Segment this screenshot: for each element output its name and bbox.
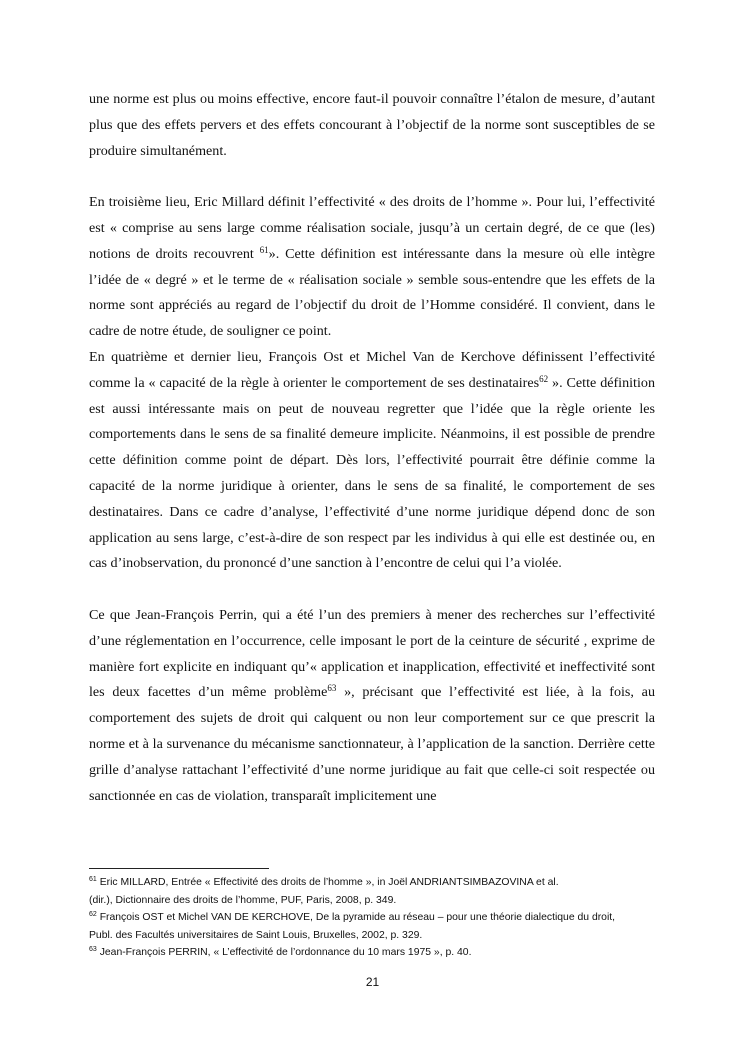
- footnote-number: 61: [89, 876, 97, 883]
- footnote-ref-61[interactable]: 61: [259, 244, 269, 255]
- paragraph-3: [89, 345, 655, 577]
- body-text: [89, 87, 655, 809]
- paragraph-4: [89, 603, 655, 809]
- paragraph-1: [89, 87, 655, 164]
- paragraph-1-text: une norme est plus ou moins effective, encore faut-il pouvoir connaître l’étalon de mesure, d’autant plus que des effets pervers et des effets concourant à l’objectif de la norme sont susceptibles de se produire simultanément.: [89, 91, 655, 159]
- footnote-61: [89, 874, 655, 892]
- paragraph-3-text-end: ». Cette définition est aussi intéressante mais on peut de nouveau regretter que l’idée que la règle oriente les comportements dans le sens de sa finalité demeure implicite. Néanmoins, il est possible de prendre cette définition comme point de départ. Dès lors, l’effectivité pourrait être définie comme la capacité de la norme juridique à orienter, dans le sens de sa finalité, le comportement de ses destinataires. Dans ce cadre d’analyse, l’effectivité d’une norme juridique dépend donc de son application au sens large, c’est-à-dire de son respect par les individus à qui elle est destinée ou, en cas d’inobservation, du prononcé d’une sanction à l’encontre de celui qui l’a violée.: [89, 374, 655, 572]
- footnote-text: Jean-François PERRIN, « L’effectivité de l’ordonnance du 10 mars 1975 », p. 40.: [99, 947, 472, 959]
- footnote-62-continued: [89, 927, 655, 945]
- paragraph-2-text-end: ». Cette définition est intéressante dans la mesure où elle intègre l’idée de « degré » et le terme de « réalisation sociale » semble sous-entendre que les effets de la norme sont appréciés au regard de l’objectif du droit de l’Homme considéré. Il convient, dans le cadre de notre étude, de souligner ce point.: [89, 245, 655, 340]
- footnote-text: François OST et Michel VAN DE KERCHOVE, De la pyramide au réseau – pour une théorie dialectique du droit,: [99, 912, 616, 924]
- footnote-63: [89, 944, 655, 962]
- footnote-62: [89, 909, 655, 927]
- footnote-number: 63: [89, 946, 97, 954]
- paragraph-4-text-start: Ce que Jean-François Perrin, qui a été l’un des premiers à mener des recherches sur l’effectivité d’une réglementation en l’occurrence, celle imposant le port de la ceinture de sécurité , exprime de manière fort explicite en indiquant qu’« application et inapplication, effectivité et ineffectivité sont les deux facettes d’un même problème: [89, 606, 655, 701]
- footnote-ref-63[interactable]: 63: [327, 683, 337, 694]
- page-number: 21: [365, 975, 380, 989]
- footnote-text: (dir.), Dictionnaire des droits de l’homme, PUF, Paris, 2008, p. 349.: [89, 894, 397, 906]
- paragraph-2: [89, 190, 655, 345]
- footnote-61-continued: [89, 892, 655, 910]
- paragraph-4-text-end: », précisant que l’effectivité est liée, à la fois, au comportement des sujets de droit qui calquent ou non leur comportement sur ce que prescrit la norme et à la survenance du mécanisme sanctionnateur, à l’application de la sanction. Derrière cette grille d’analyse rattachant l’effectivité d’une norme juridique au fait que celle-ci soit respectée ou sanctionnée en cas de violation, transparaît implicitement une: [89, 684, 655, 804]
- footnote-text: Eric MILLARD, Entrée « Effectivité des droits de l’homme », in Joël ANDRIANTSIMBAZOVINA et al.: [99, 877, 559, 888]
- footnotes: [89, 874, 655, 962]
- footnote-text: Publ. des Facultés universitaires de Saint Louis, Bruxelles, 2002, p. 329.: [89, 929, 423, 941]
- footnote-number: 62: [89, 911, 97, 919]
- footnote-ref-62[interactable]: 62: [539, 373, 549, 384]
- paragraph-2-text-start: En troisième lieu, Eric Millard définit l’effectivité « des droits de l’homme ». Pour lui, l’effectivité est « comprise au sens large comme réalisation sociale, jusqu’à un certain degré, de ce que (les) notions de droits recouvrent: [89, 194, 655, 262]
- footnote-separator: [89, 868, 269, 869]
- paragraph-3-text-start: En quatrième et dernier lieu, François Ost et Michel Van de Kerchove définissent l’effectivité comme la « capacité de la règle à orienter le comportement de ses destinataires: [89, 348, 655, 391]
